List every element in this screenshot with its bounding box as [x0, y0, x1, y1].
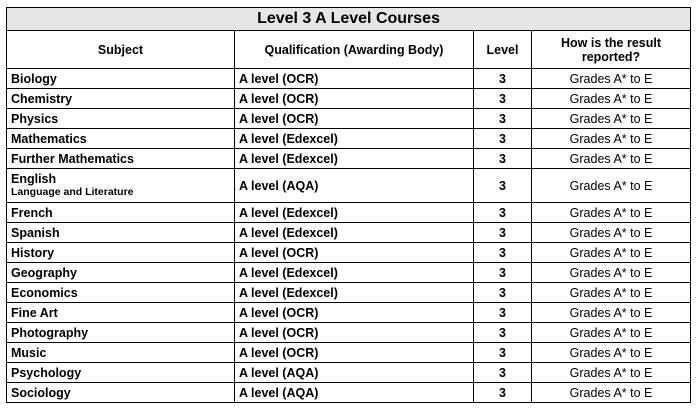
- subject-name: Psychology: [11, 365, 82, 380]
- courses-table-container: [6, 7, 690, 403]
- subject-name: Spanish: [11, 225, 60, 240]
- cell-level: 3: [474, 363, 532, 383]
- subject-name: Music: [11, 345, 47, 360]
- cell-qualification: A level (Edexcel): [235, 129, 474, 149]
- cell-qualification: A level (Edexcel): [235, 263, 474, 283]
- cell-qualification: A level (OCR): [235, 323, 474, 343]
- cell-level: 3: [474, 343, 532, 363]
- table-row: [7, 169, 691, 203]
- cell-subject: [7, 303, 235, 323]
- cell-subject: [7, 243, 235, 263]
- cell-qualification: A level (OCR): [235, 343, 474, 363]
- cell-subject: [7, 69, 235, 89]
- subject-name: Further Mathematics: [11, 151, 134, 166]
- cell-result: Grades A* to E: [532, 283, 691, 303]
- cell-subject: [7, 203, 235, 223]
- cell-level: 3: [474, 109, 532, 129]
- cell-result: Grades A* to E: [532, 363, 691, 383]
- subject-name: Biology: [11, 71, 57, 86]
- table-row: [7, 303, 691, 323]
- header-level: Level: [474, 31, 532, 69]
- table-title-row: [7, 8, 691, 31]
- courses-table: [6, 7, 691, 403]
- cell-result: Grades A* to E: [532, 129, 691, 149]
- subject-name: History: [11, 245, 55, 260]
- subject-name: English: [11, 172, 57, 186]
- cell-qualification: A level (AQA): [235, 383, 474, 403]
- cell-result: Grades A* to E: [532, 303, 691, 323]
- cell-level: 3: [474, 263, 532, 283]
- subject-name: Geography: [11, 265, 77, 280]
- cell-qualification: A level (OCR): [235, 303, 474, 323]
- table-row: [7, 89, 691, 109]
- table-row: [7, 149, 691, 169]
- cell-subject: [7, 89, 235, 109]
- cell-result: Grades A* to E: [532, 323, 691, 343]
- cell-result: Grades A* to E: [532, 169, 691, 203]
- table-header-row: [7, 31, 691, 69]
- cell-subject: [7, 169, 235, 203]
- table-row: [7, 263, 691, 283]
- table-row: [7, 203, 691, 223]
- cell-level: 3: [474, 69, 532, 89]
- table-row: [7, 323, 691, 343]
- cell-result: Grades A* to E: [532, 383, 691, 403]
- cell-subject: [7, 149, 235, 169]
- cell-subject: [7, 109, 235, 129]
- cell-qualification: A level (OCR): [235, 243, 474, 263]
- cell-subject: [7, 263, 235, 283]
- subject-name: Economics: [11, 285, 78, 300]
- subject-name: Sociology: [11, 385, 71, 400]
- table-row: [7, 129, 691, 149]
- cell-subject: [7, 363, 235, 383]
- cell-subject: [7, 383, 235, 403]
- cell-result: Grades A* to E: [532, 223, 691, 243]
- cell-subject: [7, 283, 235, 303]
- subject-name: Fine Art: [11, 305, 58, 320]
- cell-result: Grades A* to E: [532, 89, 691, 109]
- cell-level: 3: [474, 323, 532, 343]
- cell-result: Grades A* to E: [532, 149, 691, 169]
- cell-result: Grades A* to E: [532, 69, 691, 89]
- subject-name: French: [11, 205, 53, 220]
- table-row: [7, 363, 691, 383]
- cell-subject: [7, 323, 235, 343]
- subject-name: Physics: [11, 111, 59, 126]
- table-body: [7, 69, 691, 403]
- cell-result: Grades A* to E: [532, 263, 691, 283]
- cell-level: 3: [474, 169, 532, 203]
- cell-level: 3: [474, 129, 532, 149]
- cell-subject: [7, 343, 235, 363]
- header-result: How is the result reported?: [532, 31, 691, 69]
- cell-subject: [7, 129, 235, 149]
- cell-level: 3: [474, 383, 532, 403]
- cell-qualification: A level (Edexcel): [235, 283, 474, 303]
- cell-qualification: A level (OCR): [235, 109, 474, 129]
- subject-name: Mathematics: [11, 131, 87, 146]
- table-row: [7, 223, 691, 243]
- subject-subtitle: Language and Literature: [11, 186, 134, 198]
- cell-level: 3: [474, 149, 532, 169]
- subject-name: Photography: [11, 325, 89, 340]
- cell-level: 3: [474, 89, 532, 109]
- cell-level: 3: [474, 203, 532, 223]
- cell-level: 3: [474, 223, 532, 243]
- cell-qualification: A level (Edexcel): [235, 223, 474, 243]
- table-row: [7, 69, 691, 89]
- cell-level: 3: [474, 303, 532, 323]
- cell-qualification: A level (OCR): [235, 69, 474, 89]
- cell-level: 3: [474, 243, 532, 263]
- table-title: Level 3 A Level Courses: [7, 8, 691, 31]
- cell-result: Grades A* to E: [532, 343, 691, 363]
- cell-result: Grades A* to E: [532, 109, 691, 129]
- cell-qualification: A level (Edexcel): [235, 203, 474, 223]
- header-qualification: Qualification (Awarding Body): [235, 31, 474, 69]
- header-subject: Subject: [7, 31, 235, 69]
- cell-qualification: A level (AQA): [235, 363, 474, 383]
- cell-result: Grades A* to E: [532, 243, 691, 263]
- cell-result: Grades A* to E: [532, 203, 691, 223]
- table-row: [7, 243, 691, 263]
- table-row: [7, 383, 691, 403]
- table-row: [7, 343, 691, 363]
- cell-qualification: A level (AQA): [235, 169, 474, 203]
- cell-qualification: A level (Edexcel): [235, 149, 474, 169]
- cell-subject: [7, 223, 235, 243]
- subject-name: Chemistry: [11, 91, 73, 106]
- cell-qualification: A level (OCR): [235, 89, 474, 109]
- table-row: [7, 283, 691, 303]
- table-row: [7, 109, 691, 129]
- cell-level: 3: [474, 283, 532, 303]
